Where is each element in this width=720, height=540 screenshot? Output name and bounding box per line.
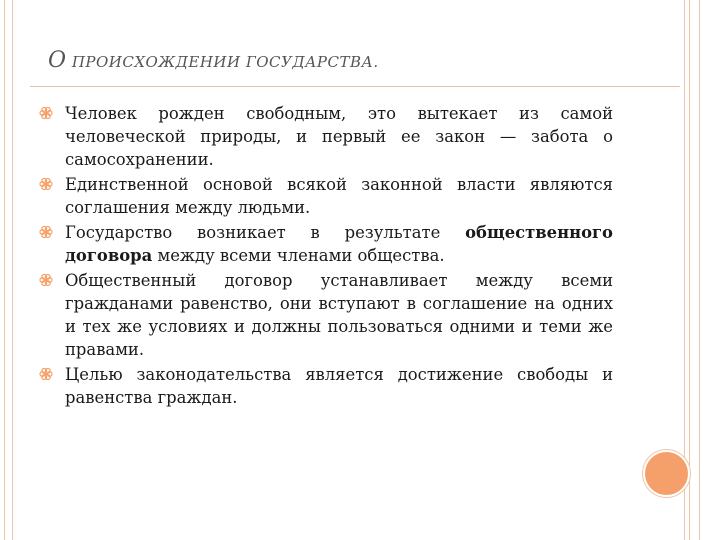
hex-flower-icon <box>38 366 54 382</box>
list-item <box>38 102 613 171</box>
list-item <box>38 363 613 409</box>
title-rest: ПРОИСХОЖДЕНИИ ГОСУДАРСТВА. <box>66 53 379 71</box>
hex-flower-icon <box>38 105 54 121</box>
left-border-decoration <box>0 0 13 540</box>
title-underline <box>30 86 680 87</box>
title-first-letter: О <box>48 48 67 73</box>
hex-flower-icon <box>38 272 54 288</box>
item-text: Государство возникает в результате <box>65 223 466 242</box>
hex-flower-icon <box>38 224 54 240</box>
decorative-circle <box>643 450 690 497</box>
right-border-decoration <box>684 0 720 540</box>
item-text: Единственной основой всякой законной власти являются соглашения между людьми. <box>65 175 613 217</box>
item-text: Целью законодательства является достижение свободы и равенства граждан. <box>65 365 613 407</box>
slide-title <box>48 48 379 73</box>
list-item <box>38 221 613 267</box>
hex-flower-icon <box>38 176 54 192</box>
bold-text: общественного договора <box>65 223 613 265</box>
item-text: Общественный договор устанавливает между всеми гражданами равенство, они вступают в соглашение на одних и тех же условиях и должны пользоваться одними и теми же правами. <box>65 271 613 359</box>
item-text: Человек рожден свободным, это вытекает из самой человеческой природы, и первый ее закон — забота о самосохранении. <box>65 104 613 169</box>
item-text: между всеми членами общества. <box>152 246 445 265</box>
list-item <box>38 269 613 361</box>
list-item <box>38 173 613 219</box>
bullet-list <box>38 102 613 411</box>
